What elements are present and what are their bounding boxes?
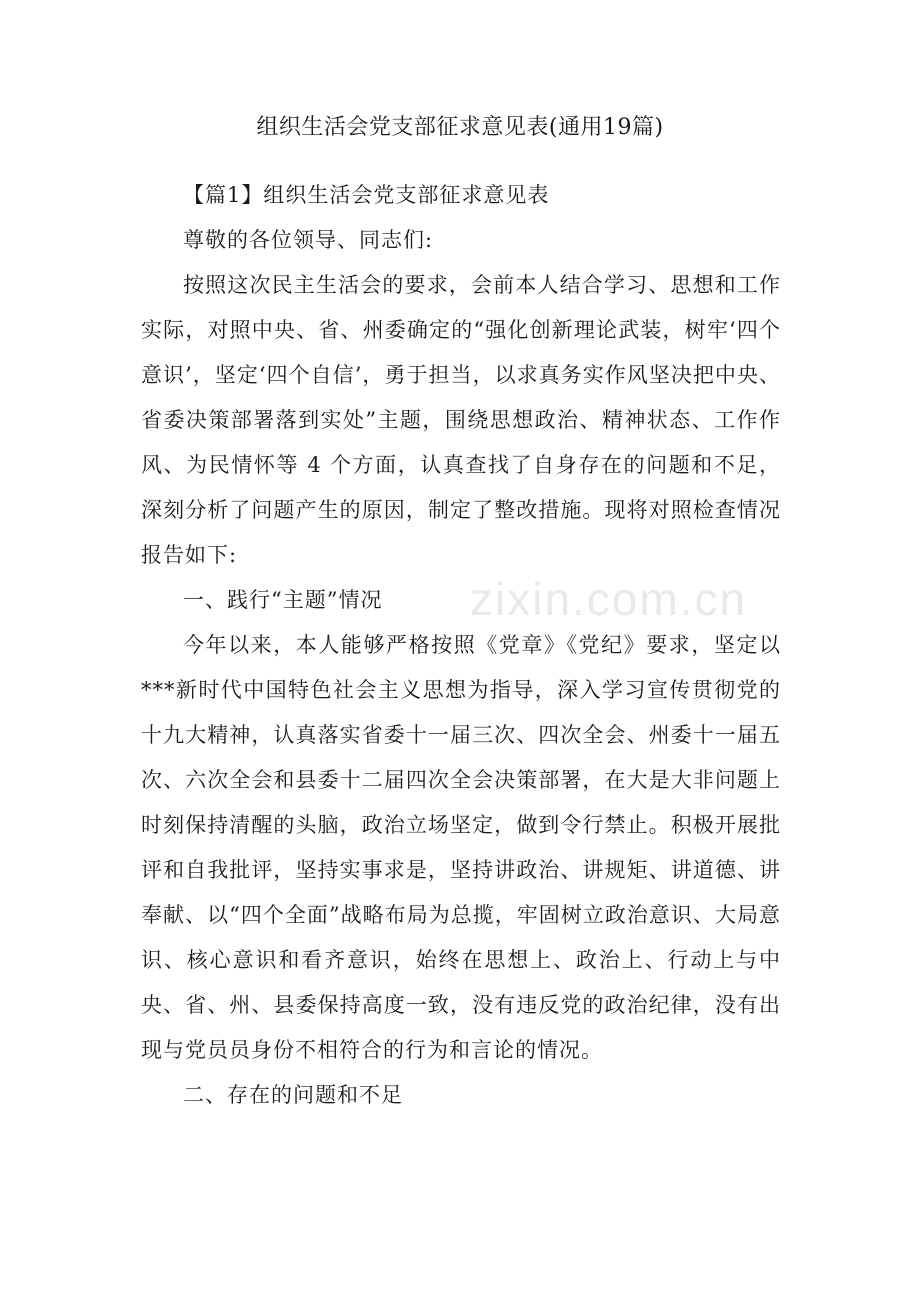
intro-paragraph: 按照这次民主生活会的要求，会前本人结合学习、思想和工作实际，对照中央、省、州委确定的“强化创新理论武装，树牢‘四个意识’，坚定‘四个自信’，勇于担当，以求真务实作风坚决把中央、省委决策部署落到实处”主题，围绕思想政治、精神状态、工作作风、为民情怀等 4 个方面，认真查找了自身存在的问题和不足，深刻分析了问题产生的原因，制定了整改措施。现将对照检查情况报告如下:	[141, 273, 781, 567]
document-body	[141, 173, 781, 1118]
section-heading-2: 二、存在的问题和不足	[183, 1083, 403, 1107]
watermark: zixin.com.cn	[470, 573, 748, 625]
section-heading-1: 一、践行“主题”情况	[183, 588, 383, 612]
section-heading-part-1: 【篇1】组织生活会党支部征求意见表	[183, 183, 550, 207]
body-paragraph-1: 今年以来，本人能够严格按照《党章》《党纪》要求，坚定以***新时代中国特色社会主义思想为指导，深入学习宣传贯彻党的十九大精神，认真落实省委十一届三次、四次全会、州委十一届五次、六次全会和县委十二届四次全会决策部署，在大是大非问题上时刻保持清醒的头脑，政治立场坚定，做到令行禁止。积极开展批评和自我批评，坚持实事求是，坚持讲政治、讲规矩、讲道德、讲奉献、以“四个全面”战略布局为总揽，牢固树立政治意识、大局意识、核心意识和看齐意识，始终在思想上、政治上、行动上与中央、省、州、县委保持高度一致，没有违反党的政治纪律，没有出现与党员员身份不相符合的行为和言论的情况。	[141, 633, 781, 1062]
salutation-paragraph: 尊敬的各位领导、同志们:	[183, 228, 434, 252]
document-title: 组织生活会党支部征求意见表(通用19篇)	[256, 115, 664, 140]
